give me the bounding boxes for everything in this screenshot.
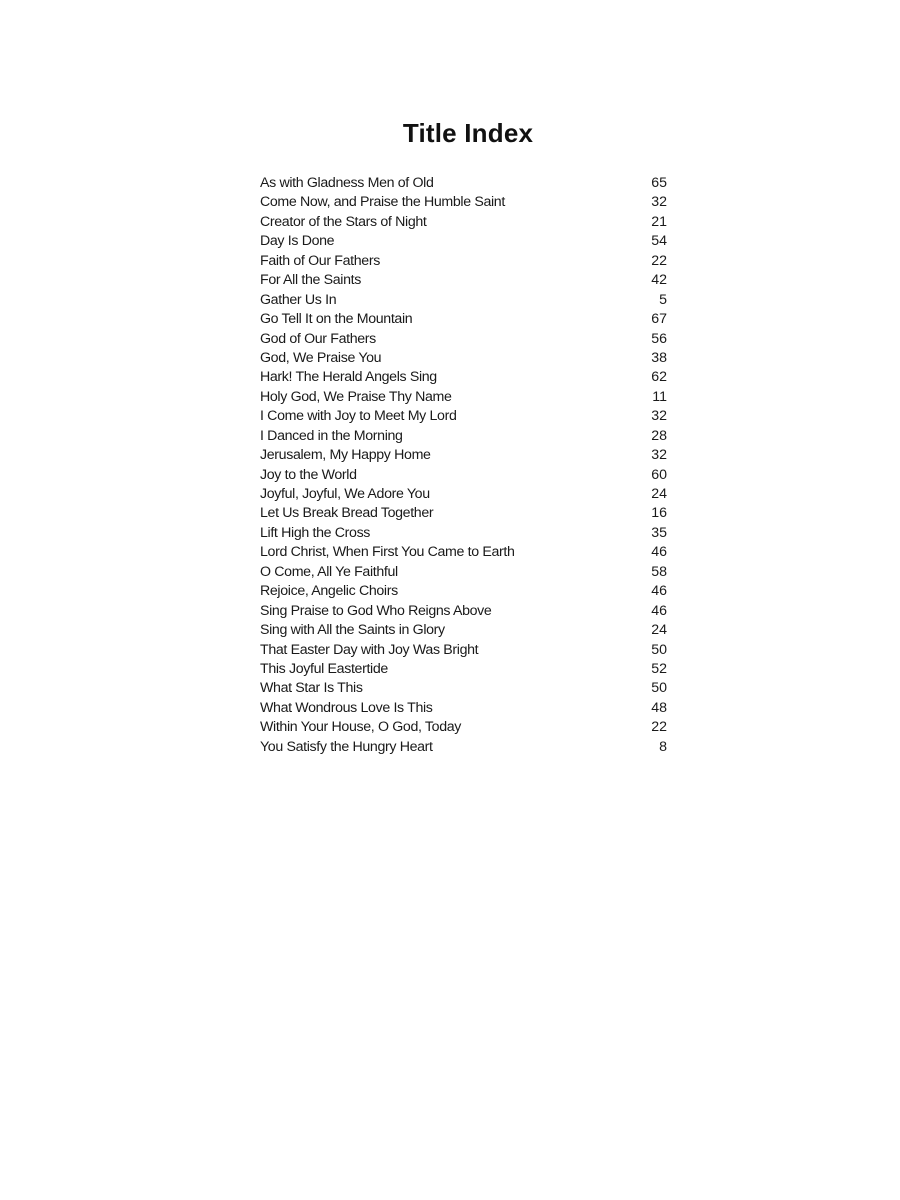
hymn-title: Lift High the Cross xyxy=(260,524,371,541)
page-number: 16 xyxy=(651,505,667,522)
index-entry xyxy=(260,582,667,601)
page-number: 22 xyxy=(651,252,667,269)
index-entry xyxy=(260,660,667,679)
index-entry xyxy=(260,563,667,582)
index-entry xyxy=(260,504,667,523)
index-entry xyxy=(260,446,667,465)
index-entry xyxy=(260,738,667,757)
index-entry xyxy=(260,291,667,310)
hymn-title: Jerusalem, My Happy Home xyxy=(260,447,431,464)
hymn-title: Hark! The Herald Angels Sing xyxy=(260,369,437,386)
hymn-title: Gather Us In xyxy=(260,291,337,308)
page-number: 32 xyxy=(651,408,667,425)
index-entry xyxy=(260,679,667,698)
page-number: 54 xyxy=(651,233,667,250)
index-entry xyxy=(260,271,667,290)
page-number: 42 xyxy=(651,272,667,289)
index-entry xyxy=(260,602,667,621)
hymn-title: Sing with All the Saints in Glory xyxy=(260,622,445,639)
page-number: 5 xyxy=(659,291,667,308)
hymn-title: Rejoice, Angelic Choirs xyxy=(260,583,398,600)
index-entry xyxy=(260,232,667,251)
hymn-title: That Easter Day with Joy Was Bright xyxy=(260,641,479,658)
hymn-title: Let Us Break Bread Together xyxy=(260,505,434,522)
page-number: 11 xyxy=(652,388,667,405)
index-entry xyxy=(260,524,667,543)
index-entry xyxy=(260,543,667,562)
index-entry xyxy=(260,485,667,504)
page-number: 50 xyxy=(651,641,667,658)
page-number: 48 xyxy=(651,699,667,716)
hymn-title: As with Gladness Men of Old xyxy=(260,175,434,191)
index-entry xyxy=(260,368,667,387)
page-number: 50 xyxy=(651,680,667,697)
page-number: 67 xyxy=(651,311,667,328)
hymn-title: Sing Praise to God Who Reigns Above xyxy=(260,602,492,619)
hymn-title: What Wondrous Love Is This xyxy=(260,699,433,716)
index-entry xyxy=(260,641,667,660)
page-number: 38 xyxy=(651,349,667,366)
hymn-title: I Danced in the Morning xyxy=(260,427,403,444)
page-number: 24 xyxy=(651,622,667,639)
page-number: 58 xyxy=(651,563,667,580)
page-number: 46 xyxy=(651,544,667,561)
page-number: 56 xyxy=(651,330,667,347)
page-number: 46 xyxy=(651,583,667,600)
index-entry xyxy=(260,349,667,368)
page-number: 28 xyxy=(651,427,667,444)
index-entry xyxy=(260,213,667,232)
page-number: 8 xyxy=(659,738,667,755)
index-entry xyxy=(260,174,667,193)
index-entry xyxy=(260,310,667,329)
index-entry xyxy=(260,466,667,485)
page-number: 46 xyxy=(651,602,667,619)
page-title: Title Index xyxy=(402,118,534,148)
hymn-title: O Come, All Ye Faithful xyxy=(260,563,398,580)
hymn-title: This Joyful Eastertide xyxy=(260,660,388,677)
index-entry xyxy=(260,427,667,446)
page-number: 60 xyxy=(651,466,667,483)
hymn-title: Creator of the Stars of Night xyxy=(260,213,427,230)
index-entry xyxy=(260,388,667,407)
hymn-title: For All the Saints xyxy=(260,272,361,289)
index-entry xyxy=(260,407,667,426)
hymn-title: Joy to the World xyxy=(260,466,357,483)
hymn-title: Faith of Our Fathers xyxy=(260,252,380,269)
index-entry xyxy=(260,252,667,271)
hymn-title: God, We Praise You xyxy=(260,349,382,366)
hymn-title: Joyful, Joyful, We Adore You xyxy=(260,486,430,502)
page-number: 52 xyxy=(651,660,667,677)
index-entry xyxy=(260,621,667,640)
hymn-title: Lord Christ, When First You Came to Earth xyxy=(260,544,515,561)
index-entry xyxy=(260,699,667,718)
page-number: 32 xyxy=(651,194,667,211)
page-number: 62 xyxy=(651,369,667,386)
page-number: 32 xyxy=(651,447,667,464)
page-number: 35 xyxy=(651,524,667,541)
page-number: 22 xyxy=(651,719,667,736)
index-entry xyxy=(260,718,667,737)
hymn-title: You Satisfy the Hungry Heart xyxy=(260,738,433,755)
index-entry xyxy=(260,330,667,349)
hymn-title: Day Is Done xyxy=(260,233,335,250)
title-index-list xyxy=(260,174,667,757)
hymn-title: God of Our Fathers xyxy=(260,330,376,347)
hymn-title: Go Tell It on the Mountain xyxy=(260,311,413,328)
page-number: 65 xyxy=(651,175,667,191)
hymn-title: Holy God, We Praise Thy Name xyxy=(260,388,452,405)
hymn-title: Within Your House, O God, Today xyxy=(260,719,462,736)
page-number: 21 xyxy=(651,213,667,230)
hymn-title: What Star Is This xyxy=(260,680,363,697)
index-entry xyxy=(260,193,667,212)
hymn-title: I Come with Joy to Meet My Lord xyxy=(260,408,457,425)
hymn-title: Come Now, and Praise the Humble Saint xyxy=(260,194,505,211)
page-number: 24 xyxy=(651,486,667,502)
